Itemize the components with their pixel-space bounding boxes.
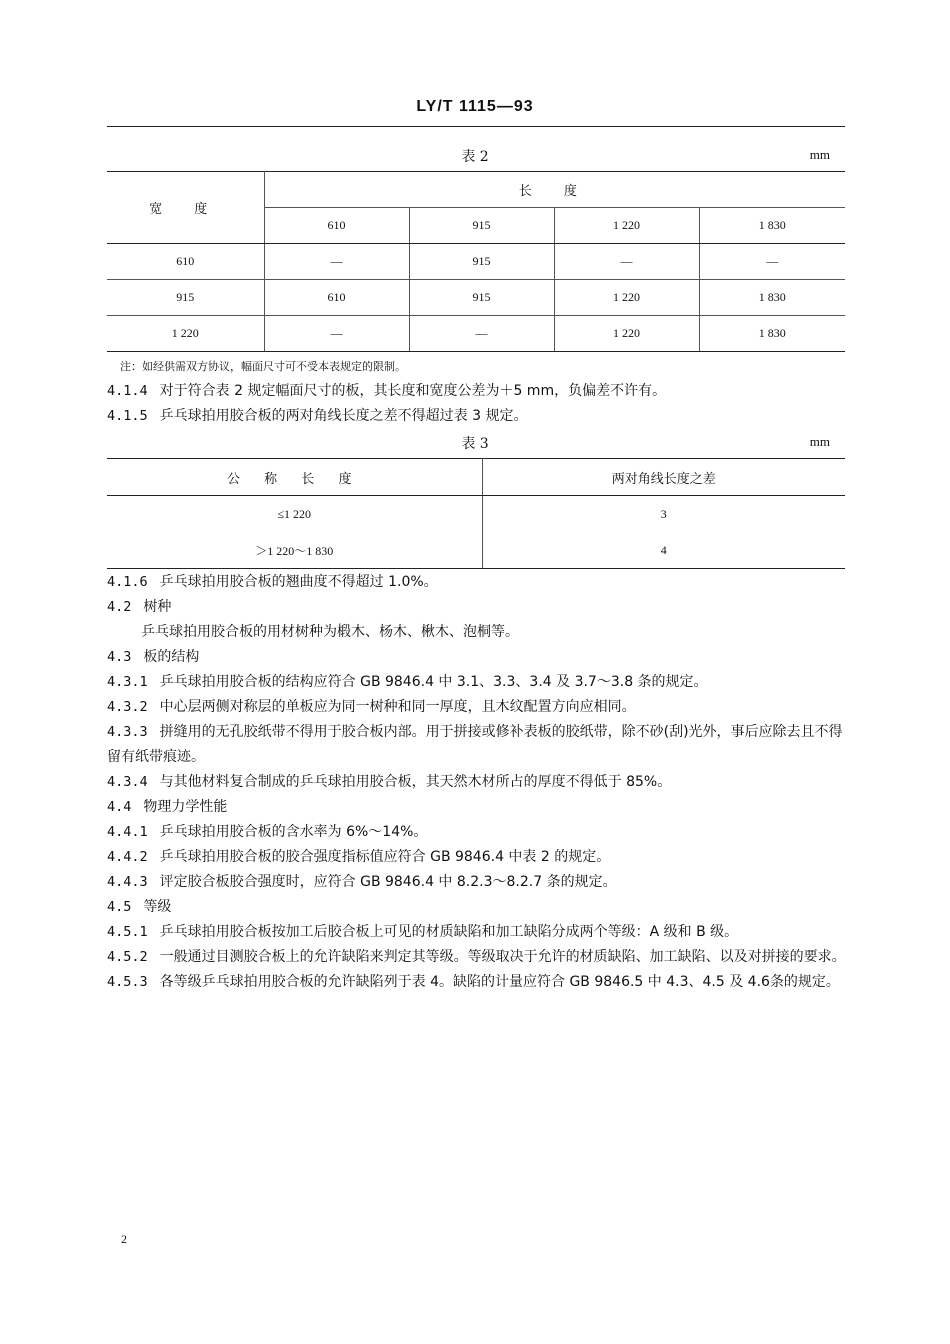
clause-list-b (107, 570, 847, 995)
clause-text: 乒乓球拍用胶合板的胶合强度指标值应符合 GB 9846.4 中表 2 的规定。 (159, 849, 611, 865)
table2-width-header: 宽 度 (107, 172, 264, 244)
clause (107, 620, 847, 645)
table-cell: — (766, 254, 779, 268)
table-cell: 610 (264, 280, 409, 316)
table-row (107, 280, 845, 316)
clause-number: 4.1.6 (107, 574, 148, 590)
clause (107, 645, 847, 670)
table2-caption: 表 2 (461, 149, 489, 165)
table-cell: — (264, 316, 409, 352)
clause-text: 乒乓球拍用胶合板的翘曲度不得超过 1.0%。 (159, 574, 438, 590)
table2-col-header: 915 (409, 208, 554, 244)
clause (107, 870, 847, 895)
clause-number: 4.4.1 (107, 824, 148, 840)
clause-number: 4.5.1 (107, 924, 148, 940)
table-cell: ≤1 220 (107, 496, 482, 533)
clause-text: 乒乓球拍用胶合板的结构应符合 GB 9846.4 中 3.1、3.3、3.4 及 3.7～3.8 条的规定。 (159, 674, 708, 690)
table-cell: — (409, 316, 554, 352)
clause-number: 4.1.5 (107, 408, 148, 424)
table-cell: ＞1 220～1 830 (107, 532, 482, 569)
clause-text: 与其他材料复合制成的乒乓球拍用胶合板，其天然木材所占的厚度不得低于 85%。 (159, 774, 672, 790)
clause-number: 4.4.2 (107, 849, 148, 865)
clause-text: 物理力学性能 (143, 799, 228, 815)
clause-number: 4.3.1 (107, 674, 148, 690)
clause (107, 795, 847, 820)
table2-col-header: 1 220 (554, 208, 699, 244)
clause-text: 各等级乒乓球拍用胶合板的允许缺陷列于表 4。缺陷的计量应符合 GB 9846.5 中 4.3、4.5 及 4.6条的规定。 (159, 974, 840, 990)
clause-text: 乒乓球拍用胶合板的含水率为 6%～14%。 (159, 824, 428, 840)
table2-row-width: 610 (107, 244, 264, 280)
clause-text: 树种 (143, 599, 172, 615)
clause (107, 695, 847, 720)
table3-header-length: 公 称 长 度 (107, 459, 482, 496)
table-cell: 3 (660, 506, 667, 521)
table2-col-header: 1 830 (699, 208, 845, 244)
clause-text: 一般通过目测胶合板上的允许缺陷来判定其等级。等级取决于允许的材质缺陷、加工缺陷、以及对拼接的要求。 (159, 949, 846, 965)
clause (107, 770, 847, 795)
table-cell: 915 (409, 244, 554, 280)
clause-number: 4.3 (107, 649, 132, 665)
clause (107, 670, 847, 695)
clause (107, 945, 847, 970)
clause-text: 乒乓球拍用胶合板按加工后胶合板上可见的材质缺陷和加工缺陷分成两个等级：A 级和 B 级。 (159, 924, 739, 940)
clause-number: 4.3.3 (107, 724, 148, 740)
table2-note: 注：如经供需双方协议，幅面尺寸可不受本表规定的限制。 (120, 360, 406, 373)
clause-number: 4.5.3 (107, 974, 148, 990)
clause-text: 乒乓球拍用胶合板的两对角线长度之差不得超过表 3 规定。 (159, 408, 528, 424)
table2-row-width: 1 220 (107, 316, 264, 352)
table-row (107, 316, 845, 352)
clause-number: 4.2 (107, 599, 132, 615)
clause-text: 评定胶合板胶合强度时，应符合 GB 9846.4 中 8.2.3～8.2.7 条的规定。 (159, 874, 617, 890)
table2-unit: mm (809, 147, 830, 162)
table-cell: 1 220 (554, 280, 699, 316)
table2-length-header: 长 度 (264, 172, 845, 208)
page-number: 2 (121, 1232, 127, 1246)
table-cell: 4 (482, 532, 845, 569)
clause-text: 拼缝用的无孔胶纸带不得用于胶合板内部。用于拼接或修补表板的胶纸带，除不砂(刮)光外，事后应除去且不得留有纸带痕迹。 (107, 724, 843, 765)
clause (107, 845, 847, 870)
clause (107, 920, 847, 945)
clause (107, 970, 847, 995)
table-cell: 1 220 (554, 316, 699, 352)
clause-number: 4.3.4 (107, 774, 148, 790)
table-row (107, 496, 845, 533)
table2 (107, 171, 845, 352)
clause-number: 4.5.2 (107, 949, 148, 965)
clause (107, 379, 847, 404)
table3-header-diff: 两对角线长度之差 (482, 459, 845, 496)
clause (107, 895, 847, 920)
clause (107, 404, 847, 429)
table-cell: 1 830 (699, 316, 845, 352)
table-cell: 1 830 (699, 280, 845, 316)
header-rule (107, 126, 845, 127)
table2-col-header: 610 (264, 208, 409, 244)
clause-text: 对于符合表 2 规定幅面尺寸的板，其长度和宽度公差为＋5 mm，负偏差不许有。 (159, 383, 667, 399)
clause-number: 4.5 (107, 899, 132, 915)
clause-number: 4.3.2 (107, 699, 148, 715)
clause-text: 中心层两侧对称层的单板应为同一树种和同一厚度，且木纹配置方向应相同。 (159, 699, 636, 715)
table3 (107, 458, 845, 569)
clause-text: 等级 (143, 899, 172, 915)
clause-number: 4.4.3 (107, 874, 148, 890)
table3-caption: 表 3 (461, 436, 489, 452)
table-row (107, 244, 845, 280)
clause-number: 4.1.4 (107, 383, 148, 399)
table3-unit: mm (809, 434, 830, 449)
table-cell: — (264, 244, 409, 280)
standard-code: LY/T 1115—93 (416, 98, 534, 115)
clause (107, 595, 847, 620)
clause-list-a (107, 379, 847, 429)
table-cell: 915 (409, 280, 554, 316)
table2-row-width: 915 (107, 280, 264, 316)
clause-number: 4.4 (107, 799, 132, 815)
table-cell: — (554, 244, 699, 280)
clause (107, 720, 847, 770)
clause-text: 板的结构 (143, 649, 200, 665)
table-row (107, 532, 845, 569)
clause (107, 820, 847, 845)
clause (107, 570, 847, 595)
clause-text: 乒乓球拍用胶合板的用材树种为椴木、杨木、楸木、泡桐等。 (141, 624, 519, 640)
